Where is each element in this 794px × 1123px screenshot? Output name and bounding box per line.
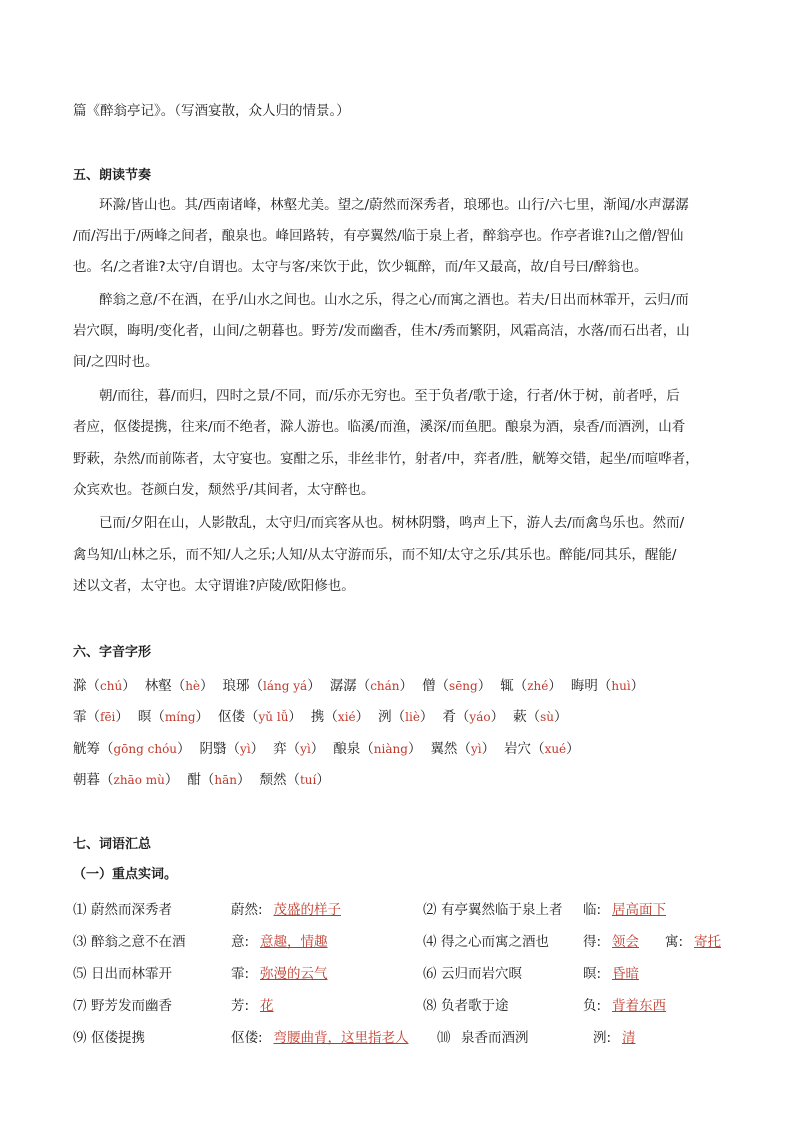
pronunciation-item: 岩穴（xué） xyxy=(504,741,580,757)
pronunciation-item: 蔌（sù） xyxy=(513,709,568,725)
vocab-definition: 寄托 xyxy=(694,934,721,950)
pronunciation-row-1 xyxy=(73,674,653,694)
vocab-num: ⑼ xyxy=(73,1030,87,1046)
vocab-definition: 居高面下 xyxy=(612,902,666,918)
rhythm-line-12: 禽鸟知/山林之乐，而不知/人之乐;人知/从太守游而乐，而不知/太守之乐/其乐也。醉能/同其乐，醒能/ xyxy=(73,547,677,563)
rhythm-line-10: 众宾欢也。苍颜白发，颓然乎/其间者，太守醉也。 xyxy=(73,482,375,498)
vocab-term: 意: xyxy=(231,934,250,950)
pronunciation-item: 辄（zhé） xyxy=(500,678,562,694)
section6-title: 六、字音字形 xyxy=(73,645,152,660)
char-text: 翼然 xyxy=(430,741,458,757)
char-text: 蔌 xyxy=(513,709,527,725)
vocab-num: ⑺ xyxy=(73,998,87,1014)
pronunciation-row-2 xyxy=(73,705,576,725)
intro-tail-line: 篇《醉翁亭记》。（写酒宴散，众人归的情景。） xyxy=(73,103,350,119)
char-text: 阴翳 xyxy=(199,741,227,757)
char-text: 霏 xyxy=(73,709,87,725)
pronunciation-item: 酣（hān） xyxy=(187,772,251,788)
char-text: 潺潺 xyxy=(329,678,357,694)
pronunciation-item: 酿泉（niàng） xyxy=(333,741,422,757)
pronunciation-item: 霏（fēi） xyxy=(73,709,129,725)
vocab-sentence: 云归而岩穴暝 xyxy=(441,966,522,982)
pinyin-text: sù xyxy=(540,710,554,724)
rhythm-line-2: /而/泻出于/两峰之间者，酿泉也。峰回路转，有亭翼然/临于泉上者，醉翁亭也。作亭者谁?山之僧/智仙 xyxy=(73,228,684,244)
pronunciation-item: 肴（yáo） xyxy=(442,709,505,725)
char-text: 肴 xyxy=(442,709,456,725)
rhythm-line-3: 也。名/之者谁?太守/自谓也。太守与客/来饮于此，饮少辄醉，而/年又最高，故/自号曰/醉翁也。 xyxy=(73,259,648,275)
section7-subtitle: （一）重点实词。 xyxy=(73,867,178,882)
pinyin-text: láng yá xyxy=(263,679,308,693)
pronunciation-item: 晦明（huì） xyxy=(570,678,645,694)
pronunciation-item: 翼然（yì） xyxy=(430,741,496,757)
pronunciation-item: 阴翳（yì） xyxy=(199,741,265,757)
rhythm-line-8: 者应，伛偻提携，往来/而不绝者，滁人游也。临溪/而渔，溪深/而鱼肥。酿泉为酒，泉香/而酒洌，山肴 xyxy=(73,419,686,435)
pinyin-text: xié xyxy=(337,710,356,724)
rhythm-line-6: 间/之四时也。 xyxy=(73,354,159,370)
pinyin-text: yì xyxy=(240,742,251,756)
char-text: 洌 xyxy=(378,709,392,725)
char-text: 携 xyxy=(310,709,325,725)
pinyin-text: tuí xyxy=(299,773,317,787)
pronunciation-item: 僧（sēng） xyxy=(422,678,492,694)
vocab-term: 寓: xyxy=(665,934,684,950)
section5-title: 五、朗读节奏 xyxy=(73,168,152,183)
vocab-definition: 背着东西 xyxy=(612,998,666,1014)
rhythm-line-9: 野蔌，杂然/而前陈者，太守宴也。宴酣之乐，非丝非竹，射者/中，弈者/胜，觥筹交错，起坐/而喧哗者， xyxy=(73,451,699,467)
pinyin-text: yì xyxy=(470,742,482,756)
pinyin-text: chán xyxy=(370,679,400,693)
pinyin-text: yǔ lǚ xyxy=(258,710,289,724)
pinyin-text: niàng xyxy=(373,742,408,756)
pronunciation-item: 林壑（hè） xyxy=(144,678,214,694)
pronunciation-item: 暝（míng） xyxy=(137,709,210,725)
vocab-sentence: 得之心而寓之酒也 xyxy=(441,934,549,950)
pronunciation-row-4 xyxy=(73,768,339,788)
vocab-definition: 昏暗 xyxy=(612,966,639,982)
pinyin-text: huì xyxy=(611,679,631,693)
vocab-sentence: 伛偻提携 xyxy=(91,1030,145,1046)
pronunciation-item: 弈（yì） xyxy=(273,741,325,757)
char-text: 弈 xyxy=(273,741,287,757)
vocab-num: ⑴ xyxy=(73,902,87,918)
vocab-definition: 茂盛的样子 xyxy=(273,902,341,918)
rhythm-line-7: 朝/而往，暮/而归，四时之景/不同，而/乐亦无穷也。至于负者/歌于途，行者/休于树，前者呼，后 xyxy=(99,388,680,404)
pronunciation-item: 洌（liè） xyxy=(378,709,434,725)
vocab-num: ⑵ xyxy=(423,902,437,918)
char-text: 林壑 xyxy=(144,678,172,694)
rhythm-line-11: 已而/夕阳在山，人影散乱，太守归/而宾客从也。树林阴翳，鸣声上下，游人去/而禽鸟乐也。然而/ xyxy=(99,515,685,531)
pinyin-text: gōng chóu xyxy=(113,742,178,756)
vocab-sentence: 负者歌于途 xyxy=(441,998,509,1014)
vocab-sentence: 醉翁之意不在酒 xyxy=(91,934,186,950)
char-text: 晦明 xyxy=(570,678,598,694)
pinyin-text: chú xyxy=(100,679,123,693)
vocab-sentence: 有亭翼然临于泉上者 xyxy=(441,902,563,918)
rhythm-line-4: 醉翁之意/不在酒，在乎/山水之间也。山水之乐，得之心/而寓之酒也。若夫/日出而林霏开，云归/而 xyxy=(99,292,689,308)
vocab-definition: 花 xyxy=(260,998,274,1014)
char-text: 辄 xyxy=(500,678,514,694)
rhythm-line-1: 环滁/皆山也。其/西南诸峰，林壑尤美。望之/蔚然而深秀者，琅琊也。山行/六七里，渐闻/水声潺潺 xyxy=(99,197,689,213)
pinyin-text: yáo xyxy=(469,710,491,724)
pinyin-text: yì xyxy=(300,742,311,756)
vocab-num: ⑶ xyxy=(73,934,87,950)
vocab-term: 蔚然: xyxy=(231,902,263,918)
rhythm-line-13: 述以文者，太守也。太守谓谁?庐陵/欧阳修也。 xyxy=(73,578,355,594)
char-text: 伛偻 xyxy=(218,709,246,725)
char-text: 酿泉 xyxy=(333,741,361,757)
vocab-term: 暝: xyxy=(583,966,602,982)
pronunciation-item: 伛偻（yǔ lǚ） xyxy=(218,709,302,725)
char-text: 僧 xyxy=(422,678,436,694)
vocab-term: 洌: xyxy=(593,1030,612,1046)
pronunciation-item: 滁（chú） xyxy=(73,678,136,694)
pronunciation-item: 颓然（tuí） xyxy=(259,772,330,788)
vocab-num: ⑸ xyxy=(73,966,87,982)
section7-title: 七、词语汇总 xyxy=(73,837,152,852)
vocab-definition: 领会 xyxy=(612,934,639,950)
vocab-term: 霏: xyxy=(231,966,250,982)
vocab-term: 负: xyxy=(583,998,602,1014)
char-text: 酣 xyxy=(187,772,201,788)
vocab-num: ⑻ xyxy=(423,998,437,1014)
vocab-num: ⑽ xyxy=(437,1030,451,1046)
rhythm-line-5: 岩穴暝，晦明/变化者，山间/之朝暮也。野芳/发而幽香，佳木/秀而繁阴，风霜高洁，水落/而石出者，山 xyxy=(73,323,690,339)
vocab-term: 芳: xyxy=(231,998,250,1014)
char-text: 岩穴 xyxy=(504,741,532,757)
vocab-sentence: 野芳发而幽香 xyxy=(91,998,172,1014)
pronunciation-item: 朝暮（zhāo mù） xyxy=(73,772,179,788)
pinyin-text: liè xyxy=(405,710,420,724)
vocab-term: 伛偻: xyxy=(231,1030,263,1046)
vocab-definition: 弥漫的云气 xyxy=(260,966,328,982)
pronunciation-row-3 xyxy=(73,737,589,757)
pronunciation-item: 携（xié） xyxy=(310,709,370,725)
pinyin-text: fēi xyxy=(100,710,116,724)
pinyin-text: hān xyxy=(214,773,237,787)
char-text: 颓然 xyxy=(259,772,287,788)
pronunciation-item: 觥筹（gōng chóu） xyxy=(73,741,191,757)
vocab-definition: 弯腰曲背，这里指老人 xyxy=(273,1030,409,1046)
char-text: 觥筹 xyxy=(73,741,100,757)
vocab-term: 临: xyxy=(583,902,602,918)
pinyin-text: xué xyxy=(544,742,567,756)
pronunciation-item: 琅琊（láng yá） xyxy=(222,678,321,694)
char-text: 滁 xyxy=(73,678,87,694)
vocab-term: 得: xyxy=(583,934,602,950)
pinyin-text: zhé xyxy=(527,679,549,693)
pinyin-text: hè xyxy=(185,679,201,693)
pinyin-text: míng xyxy=(164,710,196,724)
vocab-num: ⑷ xyxy=(423,934,437,950)
vocab-definition: 意趣，情趣 xyxy=(260,934,328,950)
char-text: 暝 xyxy=(137,709,152,725)
vocab-sentence: 泉香而酒洌 xyxy=(461,1030,529,1046)
pinyin-text: zhāo mù xyxy=(113,773,165,787)
pronunciation-item: 潺潺（chán） xyxy=(329,678,414,694)
char-text: 朝暮 xyxy=(73,772,100,788)
vocab-sentence: 蔚然而深秀者 xyxy=(91,902,172,918)
pinyin-text: sēng xyxy=(449,679,478,693)
vocab-sentence: 日出而林霏开 xyxy=(91,966,172,982)
vocab-definition: 清 xyxy=(622,1030,636,1046)
char-text: 琅琊 xyxy=(222,678,250,694)
vocab-num: ⑹ xyxy=(423,966,437,982)
